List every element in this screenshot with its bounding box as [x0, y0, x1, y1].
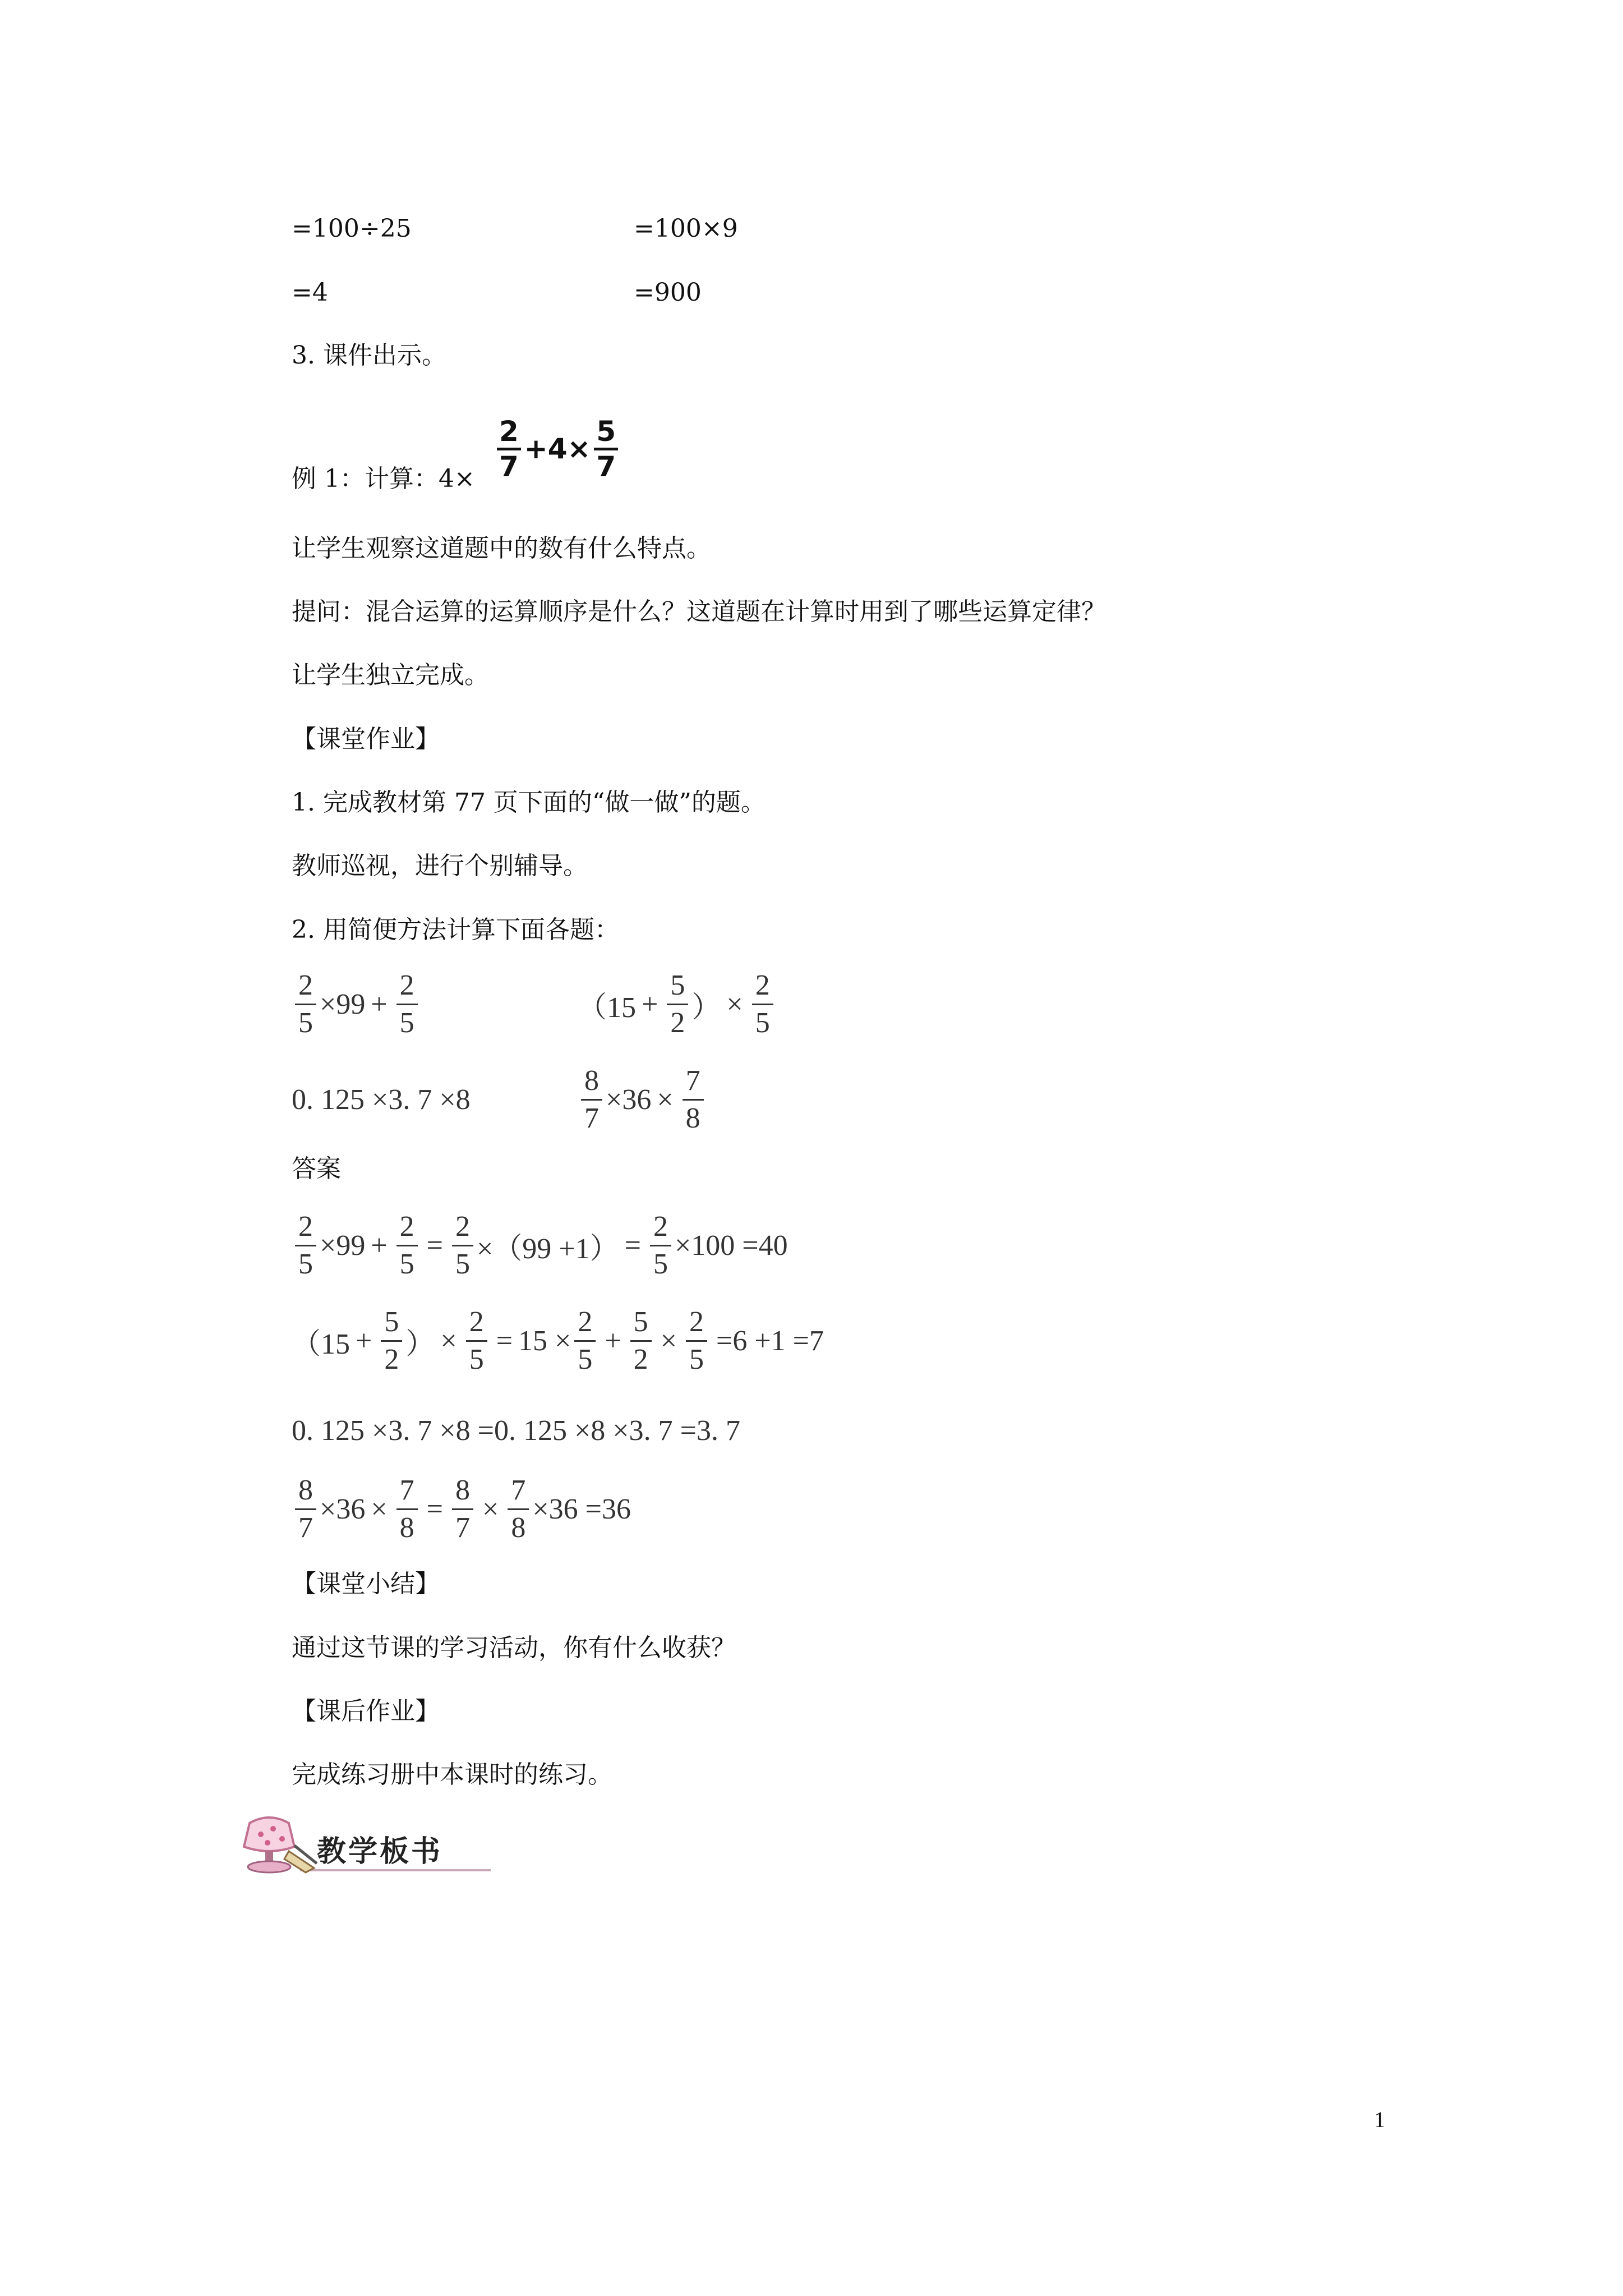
calc-line-1a: =100÷25: [292, 214, 412, 243]
fraction: $\frac{7}{8}$: [508, 1476, 529, 1543]
teacher-note: 教师巡视，进行个别辅导。: [292, 852, 588, 880]
calc-line-2b: =900: [634, 278, 702, 307]
answer-2: （15 + $\frac{5}{2}$ ） × $\frac{2}{5}$ = 15 × $\frac{2}{5}$ + $\frac{5}{2}$ × $\frac{2}{5}$ =6 +1 =7: [292, 1305, 824, 1375]
answer-heading: 答案: [292, 1154, 341, 1183]
board-writing-banner: [238, 1812, 496, 1879]
fraction: $\frac{2}{7}$: [497, 417, 521, 481]
fraction: $\frac{2}{5}$: [452, 1212, 473, 1279]
fraction: $\frac{2}{5}$: [295, 971, 316, 1038]
fraction: $\frac{2}{5}$: [466, 1308, 487, 1374]
fraction: $\frac{7}{8}$: [396, 1476, 418, 1543]
fraction: $\frac{8}{7}$: [581, 1066, 602, 1133]
section-homework: 【课后作业】: [292, 1697, 440, 1726]
fraction: $\frac{5}{2}$: [667, 971, 688, 1038]
fraction: $\frac{2}{5}$: [686, 1308, 707, 1374]
operator: +4×: [524, 432, 591, 465]
calc-line-2a: =4: [292, 278, 328, 307]
fraction: $\frac{2}{5}$: [574, 1308, 596, 1374]
task-1: 1. 完成教材第 77 页下面的“做一做”的题。: [292, 788, 766, 817]
fraction: $\frac{5}{2}$: [381, 1308, 402, 1374]
observe-instruction: 让学生观察这道题中的数有什么特点。: [292, 534, 711, 563]
problem-3: 0. 125 ×3. 7 ×8: [292, 1083, 471, 1116]
fraction: $\frac{5}{2}$: [630, 1308, 652, 1374]
summary-question: 通过这节课的学习活动，你有什么收获？: [292, 1634, 736, 1662]
fraction: $\frac{2}{5}$: [752, 971, 773, 1038]
question-text: 提问：混合运算的运算顺序是什么？这道题在计算时用到了哪些运算定律？: [292, 597, 1106, 626]
problem-1: $\frac{2}{5}$ ×99 + $\frac{2}{5}$: [292, 965, 421, 1043]
fraction: $\frac{2}{5}$: [295, 1212, 316, 1279]
independent-instruction: 让学生独立完成。: [292, 661, 489, 689]
answer-3: 0. 125 ×3. 7 ×8 =0. 125 ×8 ×3. 7 =3. 7: [292, 1414, 740, 1447]
fraction: $\frac{2}{5}$: [396, 971, 418, 1038]
step-3-heading: 3. 课件出示。: [292, 341, 446, 370]
fraction: $\frac{5}{7}$: [594, 417, 618, 481]
task-2: 2. 用简便方法计算下面各题：: [292, 915, 619, 944]
fraction: $\frac{2}{5}$: [650, 1212, 671, 1279]
answer-4: $\frac{8}{7}$ ×36 × $\frac{7}{8}$ = $\frac{8}{7}$ × $\frac{7}{8}$ ×36 =36: [292, 1470, 631, 1548]
section-classwork: 【课堂作业】: [292, 725, 440, 753]
calc-line-1b: =100×9: [634, 214, 738, 243]
section-summary: 【课堂小结】: [292, 1570, 440, 1598]
fraction: $\frac{7}{8}$: [683, 1066, 704, 1133]
problem-4: $\frac{8}{7}$ ×36 × $\frac{7}{8}$: [578, 1060, 707, 1139]
problem-2: （15 + $\frac{5}{2}$ ） × $\frac{2}{5}$: [578, 965, 777, 1043]
example-1-label: 例 1：计算：4×: [292, 464, 475, 493]
fraction: $\frac{8}{7}$: [452, 1476, 473, 1543]
fraction: $\frac{8}{7}$: [295, 1476, 316, 1543]
page-number: 1: [1374, 2107, 1385, 2132]
fraction: $\frac{2}{5}$: [396, 1212, 418, 1279]
homework-text: 完成练习册中本课时的练习。: [292, 1760, 612, 1789]
banner-title: 教学板书: [317, 1835, 443, 1869]
answer-1: $\frac{2}{5}$ ×99 + $\frac{2}{5}$ = $\frac{2}{5}$ ×（99 +1） = $\frac{2}{5}$ ×100 =40: [292, 1206, 788, 1285]
example-1-expression: [494, 407, 621, 491]
